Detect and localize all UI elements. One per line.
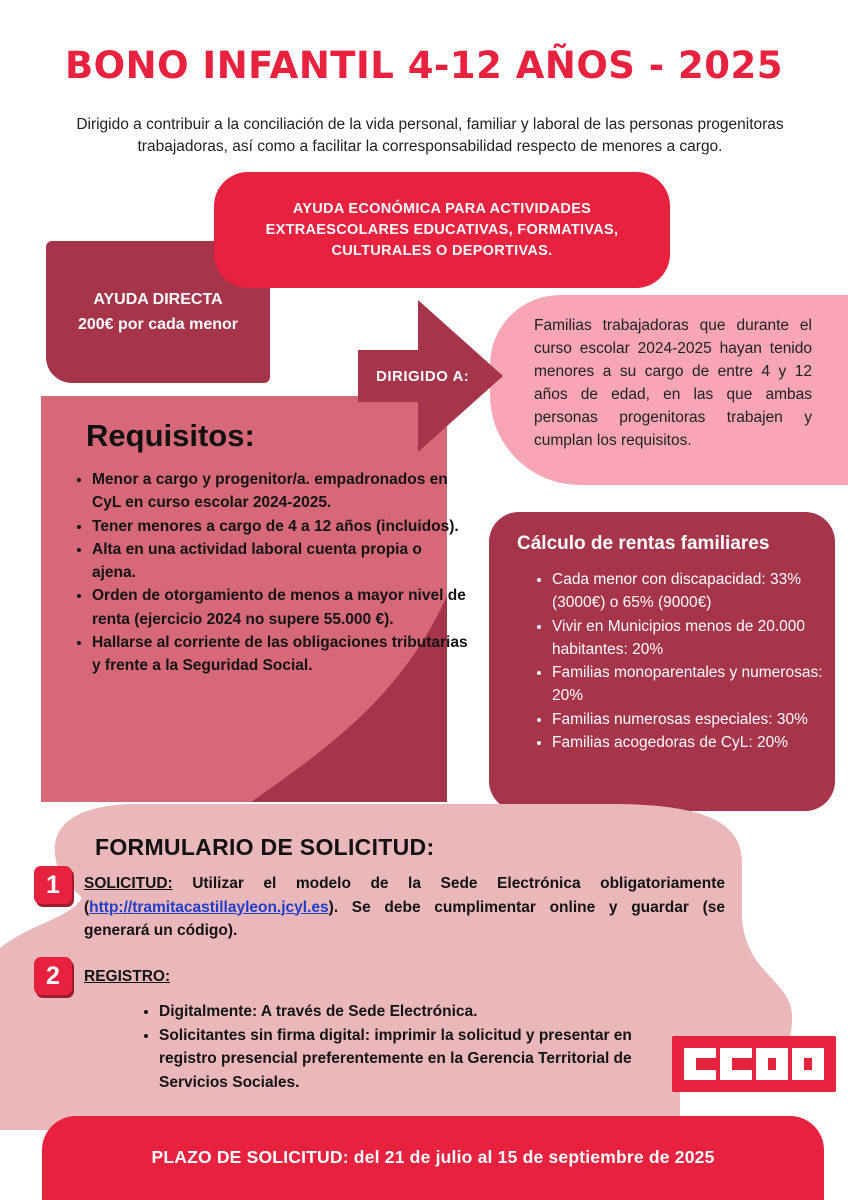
- step-2-label: REGISTRO:: [84, 968, 171, 985]
- list-item: • Tener menores a cargo de 4 a 12 años (incluidos).: [92, 515, 468, 538]
- step-1-text-b: ). Se debe cumplimentar online y guardar (se generará un código).: [84, 898, 725, 939]
- deadline-banner: [42, 1116, 824, 1200]
- requirements-list: [64, 468, 468, 678]
- list-item: • Orden de otorgamiento de menos a mayor nivel de renta (ejercicio 2024 no supere 55.000 €).: [92, 584, 468, 631]
- requirements-title: Requisitos:: [86, 418, 255, 453]
- page-subtitle: Dirigido a contribuir a la conciliación de la vida personal, familiar y laboral de las personas progenitoras trabajadoras, así como a facilitar la corresponsabilidad respecto de menores a cargo.: [76, 116, 784, 155]
- list-item: • Cada menor con discapacidad: 33% (3000€) o 65% (9000€): [552, 568, 848, 615]
- step-1-text: [84, 872, 725, 943]
- deadline-text: PLAZO DE SOLICITUD: del 21 de julio al 15 de septiembre de 2025: [151, 1146, 715, 1167]
- list-item: • Familias numerosas especiales: 30%: [552, 708, 848, 731]
- list-item: • Vivir en Municipios menos de 20.000 habitantes: 20%: [552, 615, 848, 662]
- direct-aid-line1: AYUDA DIRECTA: [93, 291, 223, 308]
- income-calc-list: [524, 568, 848, 754]
- income-calc-title: Cálculo de rentas familiares: [517, 533, 770, 554]
- aid-type-box: [214, 172, 670, 288]
- step-1-text-a: Utilizar el modelo de la Sede Electrónica obligatoriamente (: [84, 875, 725, 916]
- registration-list: [131, 1000, 679, 1094]
- list-item: • Familias acogedoras de CyL: 20%: [552, 731, 848, 754]
- sede-electronica-link[interactable]: http://tramitacastillayleon.jcyl.es: [89, 898, 329, 916]
- ccoo-logo-icon: [672, 1036, 836, 1092]
- list-item: • Menor a cargo y progenitor/a. empadronados en CyL en curso escolar 2024-2025.: [92, 468, 468, 515]
- ccoo-logo: [672, 1036, 836, 1092]
- step-2-badge: 2: [34, 957, 72, 995]
- target-label: DIRIGIDO A:: [376, 368, 470, 385]
- list-item: • Digitalmente: A través de Sede Electrónica.: [159, 1000, 679, 1024]
- page-title: BONO INFANTIL 4-12 AÑOS - 2025: [64, 44, 784, 87]
- target-families-text: Familias trabajadoras que durante el curso escolar 2024-2025 hayan tenido menores a su cargo de entre 4 y 12 años de edad, en las que ambas personas progenitoras trabajen y cumplan los requisitos.: [534, 317, 812, 449]
- list-item: • Alta en una actividad laboral cuenta propia o ajena.: [92, 538, 468, 585]
- aid-type-text: AYUDA ECONÓMICA PARA ACTIVIDADES EXTRAESCOLARES EDUCATIVAS, FORMATIVAS, CULTURALES O DEPORTIVAS.: [265, 200, 619, 259]
- list-item: • Solicitantes sin firma digital: imprimir la solicitud y presentar en registro presencial preferentemente en la Gerencia Territorial de Servicios Sociales.: [159, 1024, 679, 1095]
- list-item: • Hallarse al corriente de las obligaciones tributarias y frente a la Seguridad Social.: [92, 631, 468, 678]
- list-item: • Familias monoparentales y numerosas: 20%: [552, 661, 848, 708]
- form-title: FORMULARIO DE SOLICITUD:: [95, 834, 435, 860]
- step-1-label: SOLICITUD:: [84, 875, 173, 892]
- direct-aid-line2: 200€ por cada menor: [77, 316, 239, 333]
- step-1-badge: 1: [34, 866, 72, 904]
